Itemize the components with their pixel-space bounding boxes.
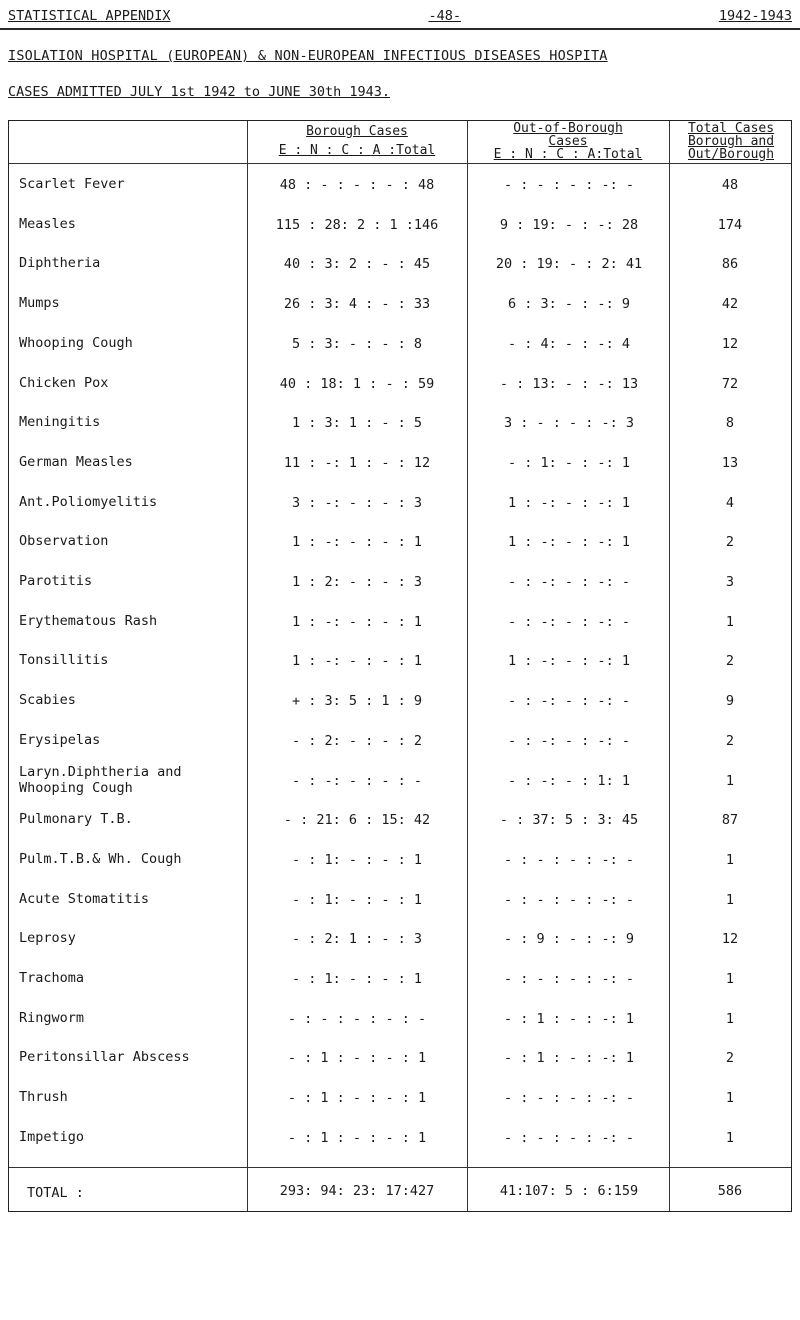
disease-name: Observation — [19, 533, 109, 550]
outside-cases: - : 1: - : -: 1 — [508, 454, 630, 471]
total-cases: 1 — [725, 1010, 735, 1027]
disease-name-line2: Whooping Cough — [19, 779, 133, 796]
table-row — [9, 971, 791, 1013]
table-title: ISOLATION HOSPITAL (EUROPEAN) & NON-EUROPEAN INFECTIOUS DISEASES HOSPITA — [8, 48, 608, 64]
borough-cases: - : -: - : - : - — [291, 772, 423, 789]
outside-cases: - : 9 : - : -: 9 — [503, 931, 635, 948]
table-row — [9, 812, 791, 854]
table-row — [9, 852, 791, 894]
outside-cases: - : 1 : - : -: 1 — [503, 1050, 635, 1067]
borough-cases: 40 : 3: 2 : - : 45 — [283, 256, 431, 273]
outside-cases: 6 : 3: - : -: 9 — [508, 296, 630, 313]
borough-cases: 5 : 3: - : - : 8 — [291, 335, 423, 352]
outside-cases: - : - : - : -: - — [503, 891, 635, 908]
total-cases: 48 — [721, 177, 739, 193]
total-cases: 87 — [721, 812, 739, 829]
table-row — [9, 415, 791, 457]
total-cases: 1 — [725, 772, 735, 789]
disease-name: Ant.Poliomyelitis — [19, 493, 158, 510]
table-row — [9, 256, 791, 298]
disease-name: Tonsillitis — [19, 652, 109, 669]
page-number: -48- — [428, 8, 461, 24]
table-row — [9, 693, 791, 735]
outside-cases: - : 4: - : -: 4 — [508, 335, 630, 352]
table-row — [9, 931, 791, 973]
outside-cases: - : -: - : -: - — [508, 613, 630, 630]
total-borough: 293: 94: 23: 17:427 — [279, 1183, 435, 1199]
table-row — [9, 534, 791, 576]
borough-cases: 26 : 3: 4 : - : 33 — [283, 296, 431, 313]
total-label: TOTAL : — [27, 1185, 84, 1201]
outside-cases: 20 : 19: - : 2: 41 — [495, 256, 643, 273]
total-cases: 174 — [717, 216, 743, 233]
disease-name: Erysipelas — [19, 731, 101, 748]
borough-cases: 115 : 28: 2 : 1 :146 — [275, 216, 439, 233]
outside-cases: 1 : -: - : -: 1 — [508, 534, 630, 551]
total-cases: 13 — [721, 454, 739, 471]
table-row — [9, 1011, 791, 1053]
borough-cases: 48 : - : - : - : 48 — [279, 177, 435, 193]
borough-cases: - : 1: - : - : 1 — [291, 891, 423, 908]
total-header-2: Borough and — [687, 134, 775, 149]
table-row — [9, 653, 791, 695]
outside-cases: - : 1 : - : -: 1 — [503, 1010, 635, 1027]
total-row — [9, 1171, 791, 1211]
outside-cases: - : - : - : -: - — [503, 851, 635, 868]
disease-name: Trachoma — [19, 970, 85, 986]
disease-name: Erythematous Rash — [19, 612, 158, 629]
table-row — [9, 763, 791, 815]
borough-cases: - : 1 : - : - : 1 — [287, 1090, 427, 1107]
header-rule — [0, 28, 800, 30]
disease-name: Parotitis — [19, 573, 93, 589]
table-row — [9, 296, 791, 338]
outside-cases: 1 : -: - : -: 1 — [508, 653, 630, 670]
borough-cases: - : 1: - : - : 1 — [291, 851, 423, 868]
disease-name: Pulm.T.B.& Wh. Cough — [19, 850, 182, 867]
total-header-3: Out/Borough — [687, 147, 775, 162]
header-divider — [9, 163, 791, 164]
borough-header: Borough Cases — [306, 124, 408, 139]
total-cases: 2 — [725, 732, 735, 749]
table-row — [9, 177, 791, 219]
borough-cases: - : - : - : - : - — [287, 1010, 427, 1027]
outside-cases: - : -: - : -: - — [508, 574, 630, 590]
disease-name: Whooping Cough — [19, 334, 133, 351]
outside-header: Out-of-Borough — [513, 121, 623, 136]
borough-cases: 1 : 2: - : - : 3 — [291, 574, 423, 590]
disease-name: Acute Stomatitis — [19, 890, 150, 907]
total-cases: 12 — [721, 931, 739, 948]
disease-name: Scarlet Fever — [19, 176, 125, 192]
outside-cases: - : - : - : -: - — [503, 971, 635, 987]
borough-subheader: E : N : C : A :Total — [278, 143, 436, 158]
disease-name: German Measles — [19, 453, 133, 470]
disease-name: Thrush — [19, 1089, 68, 1106]
total-cases: 3 — [725, 574, 735, 590]
disease-name: Ringworm — [19, 1009, 85, 1026]
borough-cases: 1 : -: - : - : 1 — [291, 653, 423, 670]
borough-cases: 11 : -: 1 : - : 12 — [283, 454, 431, 471]
disease-name: Leprosy — [19, 930, 76, 947]
header-years: 1942-1943 — [718, 8, 792, 24]
total-outside: 41:107: 5 : 6:159 — [499, 1183, 639, 1199]
outside-cases: 9 : 19: - : -: 28 — [499, 216, 639, 233]
outside-header-2: Cases — [548, 134, 588, 149]
outside-cases: - : - : - : -: - — [503, 1090, 635, 1107]
total-cases: 4 — [725, 494, 735, 511]
outside-cases: 1 : -: - : -: 1 — [508, 494, 630, 511]
borough-cases: - : 2: - : - : 2 — [291, 732, 423, 749]
outside-subheader: E : N : C : A:Total — [493, 147, 643, 162]
borough-cases: - : 2: 1 : - : 3 — [291, 931, 423, 948]
total-cases: 1 — [725, 1129, 735, 1146]
total-cases: 2 — [725, 534, 735, 551]
disease-name: Meningitis — [19, 414, 101, 431]
outside-cases: 3 : - : - : -: 3 — [503, 415, 635, 432]
table-row — [9, 217, 791, 259]
table-row — [9, 1090, 791, 1132]
total-cases: 1 — [725, 1090, 735, 1107]
outside-cases: - : 37: 5 : 3: 45 — [499, 812, 639, 829]
total-grand: 586 — [717, 1183, 743, 1199]
total-cases: 1 — [725, 891, 735, 908]
table-row — [9, 574, 791, 616]
borough-cases: 1 : -: - : - : 1 — [291, 613, 423, 630]
outside-cases: - : - : - : -: - — [503, 1129, 635, 1146]
borough-cases: 1 : -: - : - : 1 — [291, 534, 423, 551]
total-cases: 1 — [725, 851, 735, 868]
table-period: CASES ADMITTED JULY 1st 1942 to JUNE 30th 1943. — [8, 84, 391, 100]
page-header — [8, 8, 792, 24]
borough-cases: 1 : 3: 1 : - : 5 — [291, 415, 423, 432]
borough-cases: - : 1 : - : - : 1 — [287, 1050, 427, 1067]
total-cases: 72 — [721, 375, 739, 392]
cases-table — [8, 120, 792, 1212]
disease-name: Scabies — [19, 692, 76, 709]
total-cases: 86 — [721, 256, 739, 273]
outside-cases: - : -: - : 1: 1 — [508, 772, 630, 789]
outside-cases: - : -: - : -: - — [508, 732, 630, 749]
table-row — [9, 336, 791, 378]
table-row — [9, 455, 791, 497]
disease-name: Diphtheria — [19, 255, 101, 272]
disease-name: Impetigo — [19, 1128, 85, 1145]
outside-cases: - : -: - : -: - — [508, 693, 630, 710]
header-left: STATISTICAL APPENDIX — [8, 8, 171, 24]
total-cases: 1 — [725, 613, 735, 630]
borough-cases: + : 3: 5 : 1 : 9 — [291, 693, 423, 710]
total-header: Total Cases — [687, 121, 775, 136]
disease-name: Measles — [19, 215, 76, 232]
borough-cases: - : 1: - : - : 1 — [291, 971, 423, 987]
table-row — [9, 376, 791, 418]
table-row — [9, 1130, 791, 1172]
total-cases: 8 — [725, 415, 735, 432]
table-row — [9, 892, 791, 934]
total-cases: 1 — [725, 971, 735, 987]
disease-name: Pulmonary T.B. — [19, 811, 133, 828]
borough-cases: 3 : -: - : - : 3 — [291, 494, 423, 511]
borough-cases: - : 1 : - : - : 1 — [287, 1129, 427, 1146]
disease-name: Laryn.Diphtheria and — [19, 763, 182, 780]
table-row — [9, 495, 791, 537]
total-cases: 2 — [725, 653, 735, 670]
table-row — [9, 1050, 791, 1092]
disease-name: Chicken Pox — [19, 374, 109, 391]
outside-cases: - : - : - : -: - — [503, 177, 635, 193]
total-cases: 9 — [725, 693, 735, 710]
borough-cases: - : 21: 6 : 15: 42 — [283, 812, 431, 829]
table-row — [9, 614, 791, 656]
disease-name: Peritonsillar Abscess — [19, 1049, 190, 1066]
disease-name: Mumps — [19, 295, 60, 312]
borough-cases: 40 : 18: 1 : - : 59 — [279, 375, 435, 392]
outside-cases: - : 13: - : -: 13 — [499, 375, 639, 392]
total-cases: 2 — [725, 1050, 735, 1067]
total-cases: 12 — [721, 335, 739, 352]
total-cases: 42 — [721, 296, 739, 313]
